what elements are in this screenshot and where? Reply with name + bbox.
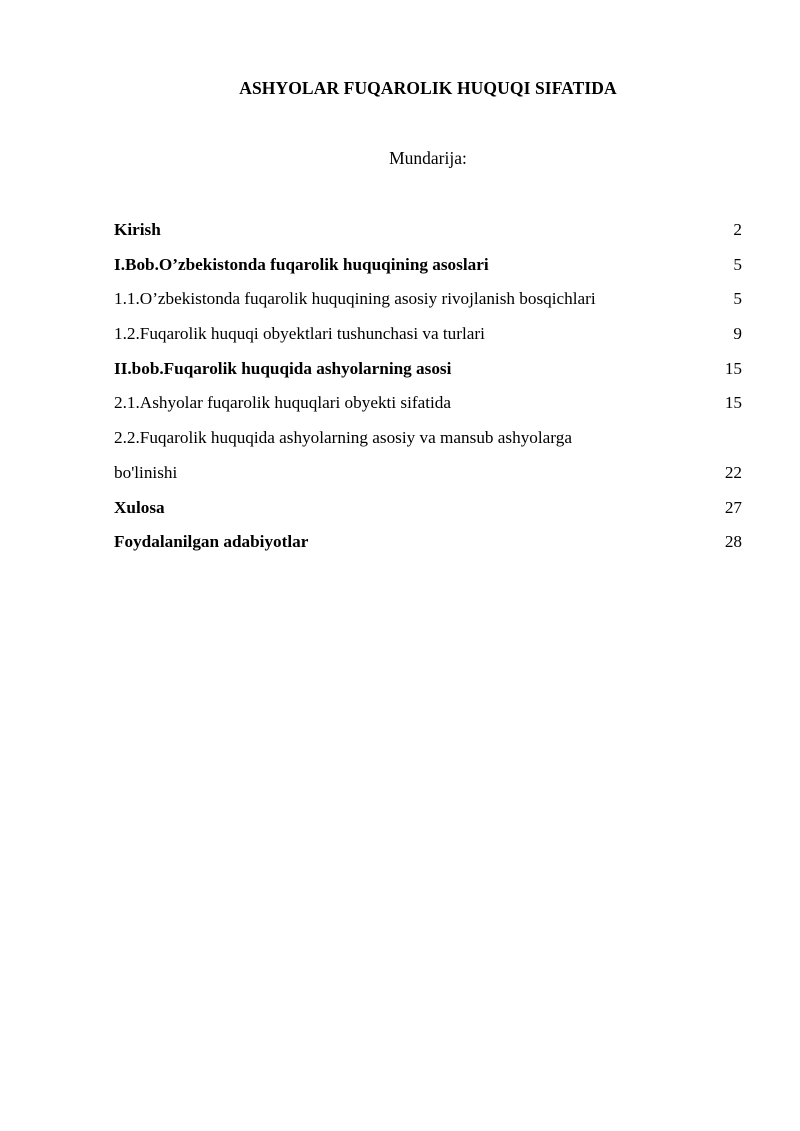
toc-entry-bibliography[interactable] xyxy=(114,525,742,560)
toc-entry-section-1-1[interactable] xyxy=(114,282,742,317)
toc-entry-page: 15 xyxy=(724,358,742,378)
toc-entry-section-2-2-line1[interactable] xyxy=(114,421,742,456)
toc-entry-page: 22 xyxy=(724,462,742,482)
toc-entry-label: Kirish xyxy=(114,220,161,239)
toc-entry-section-2-1[interactable] xyxy=(114,386,742,421)
toc-entry-xulosa[interactable] xyxy=(114,491,742,526)
toc-entry-page: 2 xyxy=(733,220,742,239)
toc-entry-label: bo'linishi xyxy=(114,462,178,482)
toc-entry-kirish[interactable] xyxy=(114,213,742,248)
toc-entry-page: 9 xyxy=(733,324,742,344)
toc-entry-page: 15 xyxy=(724,393,742,413)
toc-entry-chapter-1[interactable] xyxy=(114,248,742,283)
toc-heading: Mundarija: xyxy=(389,148,467,168)
toc-entry-section-2-2[interactable] xyxy=(114,456,742,491)
toc-entry-page: 28 xyxy=(724,532,742,552)
toc-entry-label: Xulosa xyxy=(114,497,165,517)
document-title: ASHYOLAR FUQAROLIK HUQUQI SIFATIDA xyxy=(239,78,617,98)
toc-entry-label: II.bob.Fuqarolik huquqida ashyolarning asosi xyxy=(114,358,452,378)
toc-entry-label: 1.2.Fuqarolik huquqi obyektlari tushunchasi va turlari xyxy=(114,324,485,344)
toc-entry-section-1-2[interactable] xyxy=(114,317,742,352)
toc-entry-label: 2.2.Fuqarolik huquqida ashyolarning asosiy va mansub ashyolarga xyxy=(114,428,572,448)
toc-entry-label: Foydalanilgan adabiyotlar xyxy=(114,532,309,552)
toc-entry-label: I.Bob.O’zbekistonda fuqarolik huquqining asoslari xyxy=(114,254,489,274)
toc-entry-page: 5 xyxy=(733,254,742,274)
table-of-contents xyxy=(114,213,742,560)
toc-entry-page: 5 xyxy=(733,289,742,309)
toc-entry-page: 27 xyxy=(724,497,742,517)
toc-entry-chapter-2[interactable] xyxy=(114,352,742,387)
toc-entry-label: 2.1.Ashyolar fuqarolik huquqlari obyekti sifatida xyxy=(114,393,451,413)
toc-entry-label: 1.1.O’zbekistonda fuqarolik huquqining asosiy rivojlanish bosqichlari xyxy=(114,289,596,309)
